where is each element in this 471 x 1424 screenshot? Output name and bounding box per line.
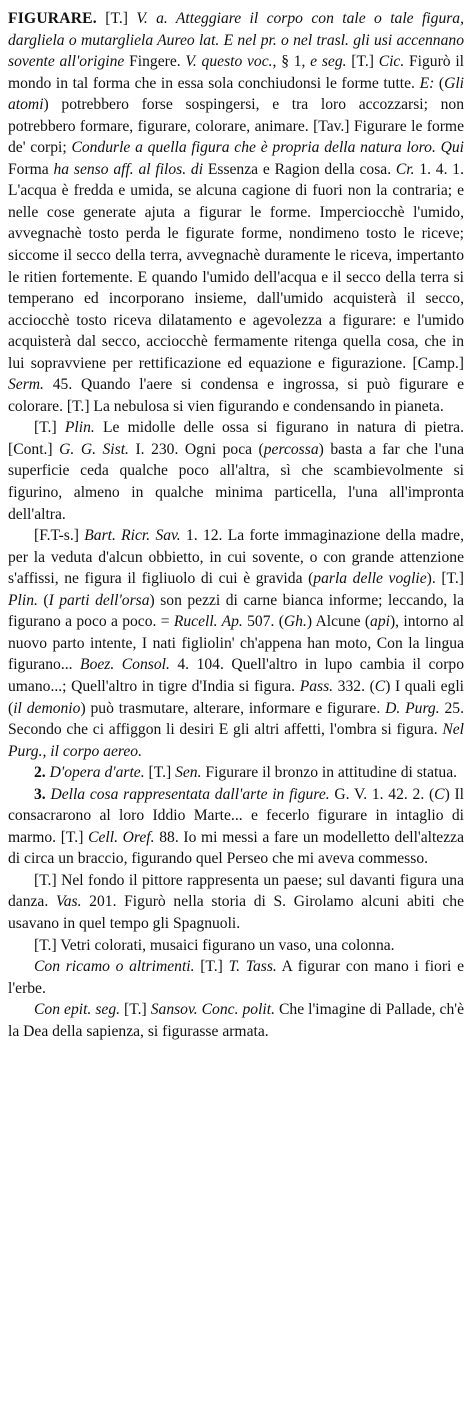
italic-run: Cic. (378, 53, 405, 71)
italic-run: Della cosa rappresentata dall'arte in figure. (50, 785, 330, 803)
sense-3-paragraph (8, 784, 464, 870)
text-run: [T.] (96, 10, 137, 27)
text-run: Che l'imagine di Pallade, ch'è la Dea della sapienza, si figurasse armata. (8, 1001, 464, 1040)
text-run: Le midolle delle ossa si figurano in natura di pietra. [Cont.] (8, 419, 464, 458)
text-run: 1. 4. 1. L'acqua è fredda e umida, se alcuna cagione di fuori non la contraria; e nelle cose generate ajuta a figurar le forme. Imperciocchè l'umido, avvegnachè tosto perda le figurate forme, nondimeno tosto le riceve; siccome il secco della terra, avvegnachè duramente le riceva, impertanto le ritien fortemente. E quando l'umido dell'acqua e il secco della terra si temperano ed incorporano insieme, dall'umido acquisterà il secco, acciocchè tosto riceva dilatamento e agevolezza a figurare: e l'umido acquisterà dal secco, acciocchè fermamente ritenga quella cosa, che in lui sopravviene per rettificazione ed equazione e figurazione. [Camp.] (8, 160, 464, 372)
italic-run: Serm. (8, 376, 44, 394)
text-run: 88. Io mi messi a fare un modelletto dell'altezza di circa un braccio, figurando quel Perseo che mi aveva commesso. (8, 828, 464, 868)
italic-run: D'opera d'arte. (49, 764, 145, 782)
italic-run: Con epit. seg. (34, 1001, 121, 1019)
italic-run: E: (419, 74, 435, 92)
text-run: [T.] Vetri colorati, musaici figurano un vaso, una colonna. (34, 936, 395, 954)
text-run: [T.] (194, 958, 229, 976)
text-run: ) son pezzi di carne bianca informe; leccando, la figurano a poco a poco. = (8, 591, 465, 631)
italic-run: Boez. Consol. (80, 656, 170, 674)
italic-run: Nel Purg., il corpo aereo. (8, 721, 464, 760)
italic-run: Plin. (8, 591, 38, 609)
text-run: 45. Quando l'aere si condensa e ingrossa, si può figurare e colorare. [T.] La nebulosa si vien figurando e condensando in pianeta. (8, 376, 464, 415)
text-run: , § 1, (272, 53, 311, 71)
text-run: G. V. 1. 42. 2. ( (329, 785, 435, 803)
italic-run: api (370, 613, 390, 631)
paragraph-body (8, 527, 464, 759)
italic-run: Sansov. Conc. polit. (150, 1001, 275, 1019)
italic-run: V. a. Atteggiare il corpo con tale o tale figura, dargliela o mutargliela Aureo lat. E nel pr. o nel trasl. gli usi accennano sovente all'origine (8, 10, 465, 71)
paragraph-body (34, 937, 395, 954)
paragraph-body (34, 764, 457, 781)
paragraph-body (8, 10, 464, 415)
italic-run: Bart. Ricr. Sav. (84, 527, 181, 545)
text-run: ) I quali egli ( (8, 677, 464, 717)
italic-run: parla delle voglie (313, 570, 427, 588)
italic-run: Rucell. Ap. (173, 613, 243, 631)
sense-2-paragraph (8, 762, 464, 784)
italic-run: T. Tass. (228, 958, 277, 976)
text-run: ) potrebbero forse sospingersi, e tra loro accozzarsi; non potrebbero formare, figurare, colorare, animare. [Tav.] Figurare le forme de' corpi; (8, 96, 464, 157)
italic-run: Con ricamo o altrimenti. (34, 958, 195, 976)
text-run: 507. ( (242, 613, 284, 631)
text-run: [T.] (346, 53, 379, 71)
text-run: [T.] (34, 419, 65, 437)
italic-run: G. G. Sist. (59, 440, 129, 458)
text-run: ), intorno al nuovo parto intente, I nati figliolin' ch'appena han moto, Con la lingua figurano... (8, 613, 464, 674)
text-run: [T.] (144, 764, 176, 782)
text-run: Forma (8, 160, 54, 178)
italic-run: Cr. (395, 160, 415, 178)
italic-run: ha senso aff. al filos. di (53, 160, 204, 178)
text-run: ) Il consacrarono al loro Iddio Marte... e fecerlo figurare in intaglio di marmo. [T.] (8, 785, 465, 846)
italic-run: Gli atomi (8, 74, 465, 114)
paragraph-body (8, 872, 464, 932)
text-run: I. 230. Ogni poca ( (128, 440, 264, 458)
italic-run: Cell. Oref. (88, 828, 155, 846)
text-run: Fingere. (124, 53, 186, 71)
italic-run: C (374, 677, 386, 695)
text-run: ). [T.] (426, 570, 464, 588)
text-run: ) può trasmutare, alterare, informare e figurare. (80, 699, 386, 717)
sense-number: 2. (34, 764, 50, 782)
text-run: Essenza e Ragion della cosa. (203, 160, 396, 178)
italic-run: V. questo voc. (185, 53, 273, 71)
text-run: 25. Secondo che ci affiggon li desiri E gli altri affetti, l'ombra si figura. (8, 699, 464, 739)
text-run: ) basta a far che l'una superficie ceda qualche poco all'altra, sì che scambievolmente si figurino, almeno in qualche minima particella, l'una all'impronta dell'altra. (8, 440, 464, 523)
sense-3-example-4 (8, 999, 464, 1042)
italic-run: D. Purg. (385, 699, 440, 717)
sense-3-example-3 (8, 956, 464, 999)
italic-run: I parti dell'orsa (48, 591, 150, 609)
entry-paragraph-2 (8, 417, 464, 525)
entry-headword: FIGURARE. (8, 10, 97, 27)
paragraph-body (8, 958, 464, 997)
text-run: 332. ( (333, 677, 375, 695)
text-run: 201. Figurò nella storia di S. Girolamo alcuni abiti che usavano in quel tempo gli Spagnuoli. (8, 893, 464, 932)
italic-run: Condurle a quella figura che è propria della natura loro. Qui (71, 139, 465, 157)
text-run: 4. 104. Quell'altro in lupo cambia il corpo umano...; Quell'altro in tigre d'India si figura. (8, 656, 465, 695)
italic-run: il demonio (13, 699, 81, 717)
text-run: ( (434, 74, 445, 92)
entry-paragraph-1 (8, 8, 464, 417)
text-run: [F.T-s.] (34, 527, 85, 545)
paragraph-body (8, 1001, 464, 1040)
sense-3-example-2 (8, 935, 464, 957)
italic-run: C (434, 785, 445, 803)
text-run: A figurar con mano i fiori e l'erbe. (8, 958, 464, 997)
text-run: ( (37, 591, 49, 609)
text-run: ) Alcune ( (306, 613, 371, 631)
text-run: Figurò il mondo in tal forma che in essa sola conchiudonsi le forme tutte. (8, 53, 464, 92)
italic-run: Vas. (55, 893, 82, 911)
text-run: Figurare il bronzo in attitudine di statua. (201, 764, 458, 782)
italic-run: Gh. (283, 613, 307, 631)
text-run: [T.] Nel fondo il pittore rappresenta un paese; sul davanti figura una danza. (8, 871, 464, 911)
paragraph-body (8, 419, 464, 522)
italic-run: Sen. (175, 764, 202, 782)
text-run: [T.] (120, 1001, 151, 1019)
sense-number: 3. (34, 785, 51, 803)
italic-run: percossa (263, 440, 319, 458)
italic-run: e seg. (310, 53, 347, 71)
italic-run: Plin. (64, 419, 95, 437)
text-run: 1. 12. La forte immaginazione della madre, per la veduta d'alcun obbietto, in cui sovente, o con grande attenzione s'affissi, ne figura il figliuolo di cui è gravida ( (8, 527, 465, 588)
italic-run: Pass. (299, 677, 334, 695)
sense-3-example-1 (8, 870, 464, 935)
paragraph-body (8, 786, 464, 868)
entry-paragraph-3 (8, 525, 464, 762)
